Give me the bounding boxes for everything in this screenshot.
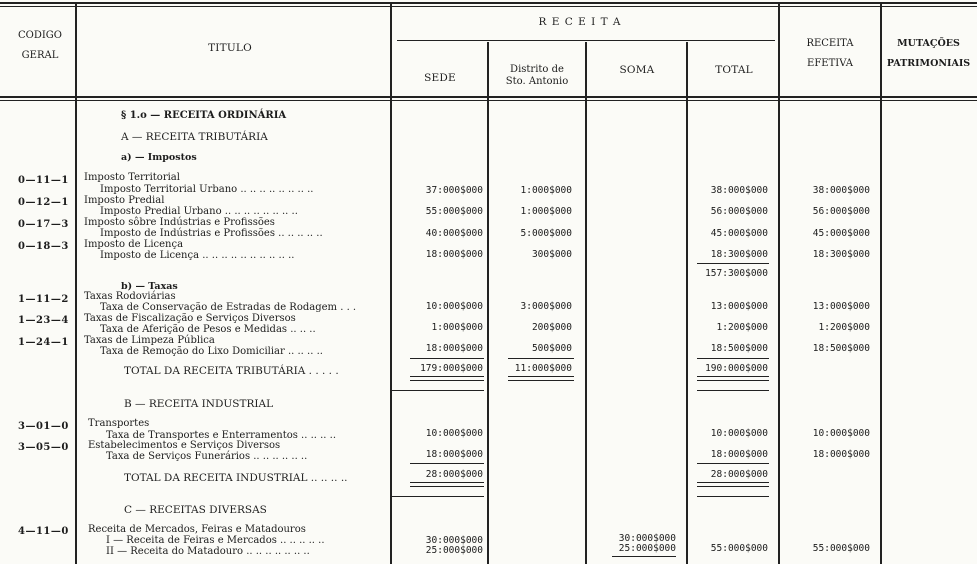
row-efetiva: 38:000$000 xyxy=(812,185,870,196)
row-sede: 18:000$000 xyxy=(425,449,483,460)
row-group: Imposto Territorial xyxy=(84,172,180,183)
header-codigo-line2: GERAL xyxy=(21,50,59,61)
row-item: Imposto Territorial Urbano .. .. .. .. .. .. .. .. xyxy=(100,184,314,195)
row-efetiva: 18:300$000 xyxy=(812,249,870,260)
row-total: 45:000$000 xyxy=(710,228,768,239)
row-code: 4—11—0 xyxy=(18,526,69,537)
row-efetiva: 18:500$000 xyxy=(812,343,870,354)
row-code: 0—18—3 xyxy=(18,241,69,252)
row-sede: 10:000$000 xyxy=(425,428,483,439)
row-sede: 40:000$000 xyxy=(425,228,483,239)
header-mutacoes xyxy=(880,38,977,70)
col-divider-sede xyxy=(487,42,489,564)
col-divider-titulo xyxy=(390,2,392,564)
trib-dbl-sede-2 xyxy=(410,380,484,381)
header-distrito-line2: Sto. Antonio xyxy=(505,76,569,87)
row-efetiva: 13:000$000 xyxy=(812,301,870,312)
row-efetiva: 10:000$000 xyxy=(812,428,870,439)
row-code: 1—24—1 xyxy=(18,337,69,348)
row-soma: 25:000$000 xyxy=(618,543,676,554)
header-codigo xyxy=(10,30,70,62)
trib-dbl-dist-1 xyxy=(508,376,574,377)
row-total: 18:500$000 xyxy=(710,343,768,354)
row-code: 0—11—1 xyxy=(18,175,69,186)
row-efetiva: 1:200$000 xyxy=(818,322,870,333)
row-efetiva: 18:000$000 xyxy=(812,449,870,460)
header-total: TOTAL xyxy=(715,64,753,76)
ind-dbl-total-2 xyxy=(697,486,769,487)
row-item: Imposto de Indústrias e Profissões .. .. .. .. .. xyxy=(100,228,323,239)
header-sede: SEDE xyxy=(424,72,456,84)
row-item: II — Receita do Matadouro .. .. .. .. .. .. .. xyxy=(106,546,310,557)
impostos-total: 157:300$000 xyxy=(705,268,768,279)
header-distrito-line1: Distrito de xyxy=(510,64,564,75)
section-receita-industrial: B — RECEITA INDUSTRIAL xyxy=(124,398,274,410)
trib-dbl-efet-1 xyxy=(697,390,769,391)
total-receita-industrial-label: TOTAL DA RECEITA INDUSTRIAL .. .. .. .. xyxy=(124,472,348,484)
ind-rule-total xyxy=(697,463,769,464)
ind-dbl-total-1 xyxy=(697,482,769,483)
header-bottom-rule xyxy=(0,96,977,98)
col-divider-soma xyxy=(686,42,688,564)
ind-rule-sede xyxy=(410,463,484,464)
row-code: 0—12—1 xyxy=(18,197,69,208)
col-divider-total xyxy=(778,2,780,564)
row-efetiva: 45:000$000 xyxy=(812,228,870,239)
header-mutacoes-line1: MUTAÇÕES xyxy=(897,38,960,49)
trib-total-distrito: 11:000$000 xyxy=(514,363,572,374)
row-distrito: 3:000$000 xyxy=(520,301,572,312)
ind-dbl-sede-1 xyxy=(410,482,484,483)
row-code: 1—23—4 xyxy=(18,315,69,326)
header-soma: SOMA xyxy=(619,64,655,76)
trib-dbl-sede-1 xyxy=(410,376,484,377)
ind-total-total: 28:000$000 xyxy=(710,469,768,480)
row-item: Taxa de Transportes e Enterramentos .. .. .. .. xyxy=(106,430,337,441)
row-distrito: 500$000 xyxy=(531,343,572,354)
row-total: 18:000$000 xyxy=(710,449,768,460)
header-distrito xyxy=(490,64,584,88)
header-receita-efetiva xyxy=(782,38,878,70)
ind-dbl-extra-2 xyxy=(392,496,484,497)
trib-rule-distrito xyxy=(508,358,574,359)
section-receitas-diversas: C — RECEITAS DIVERSAS xyxy=(124,504,267,516)
row-sede: 30:000$000 xyxy=(425,535,483,546)
top-rule xyxy=(0,2,977,4)
row-sede: 37:000$000 xyxy=(425,185,483,196)
soma-rule xyxy=(612,556,676,557)
trib-dbl-total-1 xyxy=(697,376,769,377)
row-distrito: 200$000 xyxy=(531,322,572,333)
ind-dbl-extra-1 xyxy=(697,496,769,497)
row-efetiva: 55:000$000 xyxy=(812,543,870,554)
header-mutacoes-line2: PATRIMONIAIS xyxy=(886,58,971,69)
row-sede: 10:000$000 xyxy=(425,301,483,312)
row-code: 1—11—2 xyxy=(18,294,69,305)
row-group: Taxas de Limpeza Pública xyxy=(84,335,215,346)
row-code: 3—05—0 xyxy=(18,442,69,453)
col-divider-efetiva xyxy=(880,2,882,564)
header-codigo-line1: CODIGO xyxy=(17,30,62,41)
ind-dbl-sede-2 xyxy=(410,486,484,487)
row-total: 55:000$000 xyxy=(710,543,768,554)
receita-rule xyxy=(397,40,775,41)
row-item: Imposto Predial Urbano .. .. .. .. .. .. .. .. xyxy=(100,206,298,217)
row-item: Taxa de Conservação de Estradas de Rodagem . . . xyxy=(100,302,357,313)
trib-total-sede: 179:000$000 xyxy=(420,363,483,374)
header-efetiva-line2: EFETIVA xyxy=(807,58,853,69)
section-receita-tributaria: A — RECEITA TRIBUTÁRIA xyxy=(121,131,268,143)
row-total: 38:000$000 xyxy=(710,185,768,196)
row-group: Imposto de Licença xyxy=(84,239,184,250)
col-divider-codigo xyxy=(75,2,77,564)
row-sede: 1:000$000 xyxy=(431,322,483,333)
section-receita-ordinaria: § 1.o — RECEITA ORDINÁRIA xyxy=(121,110,287,121)
impostos-total-rule xyxy=(697,263,769,264)
row-group: Receita de Mercados, Feiras e Matadouros xyxy=(88,524,306,535)
trib-total-total: 190:000$000 xyxy=(705,363,768,374)
section-taxas: b) — Taxas xyxy=(121,281,178,292)
row-group: Taxas Rodoviárias xyxy=(84,291,176,302)
trib-dbl-tit-1 xyxy=(392,390,484,391)
row-item: Taxa de Serviços Funerários .. .. .. .. .. .. xyxy=(106,451,308,462)
row-group: Transportes xyxy=(88,418,150,429)
top-rule-2 xyxy=(0,6,977,7)
row-sede: 25:000$000 xyxy=(425,545,483,556)
row-distrito: 1:000$000 xyxy=(520,185,572,196)
trib-rule-total xyxy=(697,358,769,359)
header-receita: R E C E I T A xyxy=(538,16,622,28)
row-item: I — Receita de Feiras e Mercados .. .. .. .. .. xyxy=(106,535,325,546)
row-distrito: 1:000$000 xyxy=(520,206,572,217)
row-sede: 18:000$000 xyxy=(425,343,483,354)
row-sede: 18:000$000 xyxy=(425,249,483,260)
row-total: 10:000$000 xyxy=(710,428,768,439)
col-divider-distrito xyxy=(585,42,587,564)
row-soma: 30:000$000 xyxy=(618,533,676,544)
row-item: Taxa de Remoção do Lixo Domiciliar .. .. .. .. xyxy=(100,346,323,357)
row-group: Estabelecimentos e Serviços Diversos xyxy=(88,440,281,451)
ind-total-sede: 28:000$000 xyxy=(425,469,483,480)
row-total: 1:200$000 xyxy=(716,322,768,333)
trib-dbl-dist-2 xyxy=(508,380,574,381)
row-code: 0—17—3 xyxy=(18,219,69,230)
row-item: Imposto de Licença .. .. .. .. .. .. .. .. .. .. xyxy=(100,250,295,261)
row-total: 18:300$000 xyxy=(710,249,768,260)
header-bottom-rule-2 xyxy=(0,100,977,101)
row-distrito: 300$000 xyxy=(531,249,572,260)
row-group: Imposto Predial xyxy=(84,195,165,206)
header-titulo: TITULO xyxy=(208,42,252,54)
row-code: 3—01—0 xyxy=(18,421,69,432)
row-distrito: 5:000$000 xyxy=(520,228,572,239)
section-impostos: a) — Impostos xyxy=(121,152,197,163)
row-group: Taxas de Fiscalização e Serviços Diversos xyxy=(84,313,296,324)
row-efetiva: 56:000$000 xyxy=(812,206,870,217)
header-efetiva-line1: RECEITA xyxy=(806,38,854,49)
row-group: Imposto sôbre Indústrias e Profissões xyxy=(84,217,275,228)
row-total: 56:000$000 xyxy=(710,206,768,217)
total-receita-tributaria-label: TOTAL DA RECEITA TRIBUTÁRIA . . . . . xyxy=(124,365,339,377)
row-total: 13:000$000 xyxy=(710,301,768,312)
trib-dbl-total-2 xyxy=(697,380,769,381)
trib-rule-sede xyxy=(410,358,484,359)
row-sede: 55:000$000 xyxy=(425,206,483,217)
row-item: Taxa de Aferição de Pesos e Medidas .. .. .. xyxy=(100,324,316,335)
